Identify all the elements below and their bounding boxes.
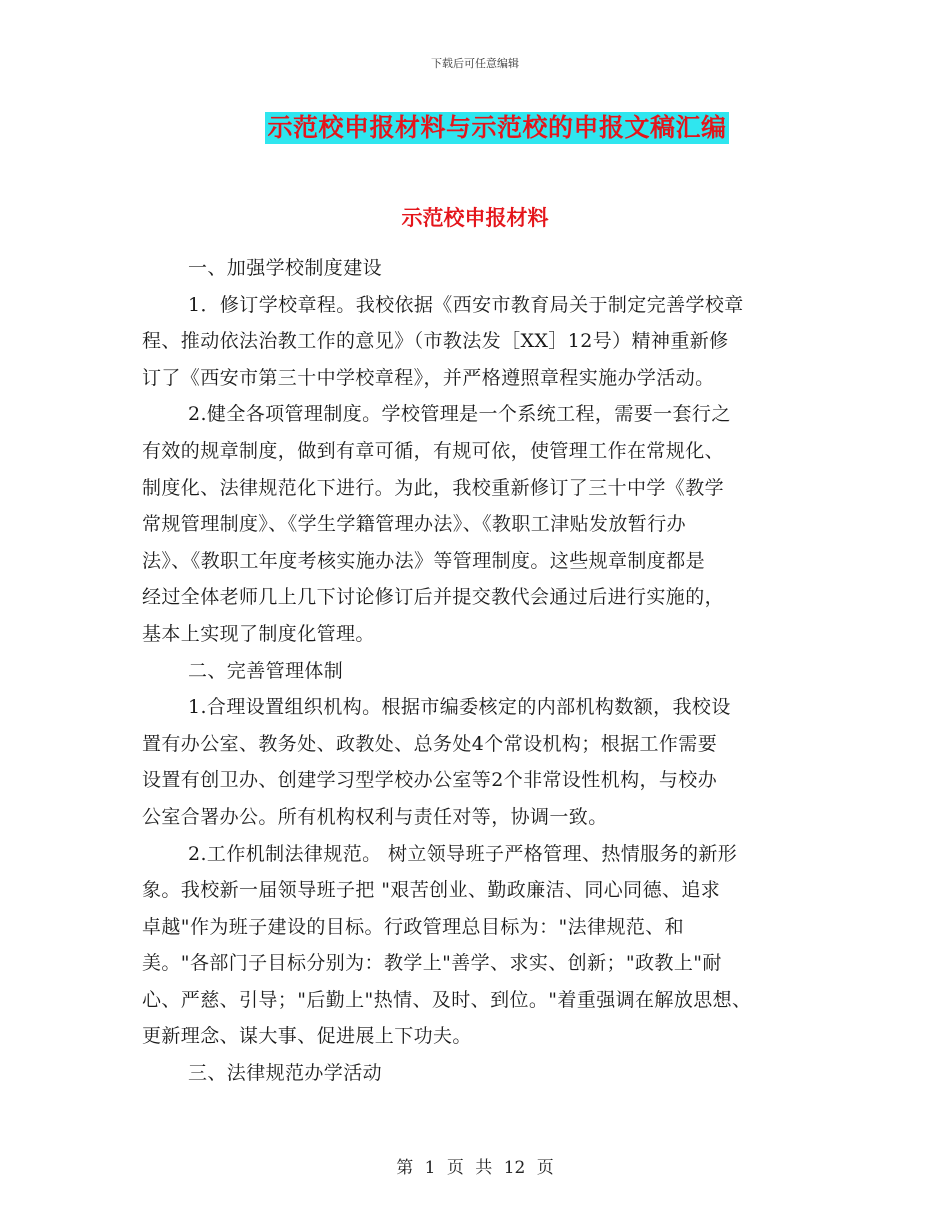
paragraph-line: 象。我校新一届领导班子把 "艰苦创业、勤政廉洁、同心同德、追求 (142, 879, 721, 902)
paragraph-line: 1.合理设置组织机构。根据市编委核定的内部机构数额，我校设 (188, 696, 731, 719)
paragraph-line: 制度化、法律规范化下进行。为此，我校重新修订了三十中学《教学 (142, 476, 725, 499)
paragraph-line: 二、完善管理体制 (188, 659, 344, 682)
paragraph-line: 常规管理制度》、《学生学籍管理办法》、《教职工津贴发放暂行办 (142, 513, 687, 536)
paragraph-line: 美。"各部门子目标分别为：教学上"善学、求实、创新；"政教上"耐 (142, 952, 722, 975)
section-title: 示范校申报材料 (401, 205, 549, 230)
paragraph-line: 2.健全各项管理制度。学校管理是一个系统工程，需要一套行之 (188, 403, 731, 426)
paragraph-line: 有效的规章制度，做到有章可循，有规可依，使管理工作在常规化、 (142, 439, 725, 462)
paragraph-line: 1．修订学校章程。我校依据《西安市教育局关于制定完善学校章 (188, 293, 744, 316)
paragraph-line: 订了《西安市第三十中学校章程》，并严格遵照章程实施办学活动。 (142, 366, 715, 389)
main-title-container (0, 112, 950, 144)
paragraph-line: 法》、《教职工年度考核实施办法》等管理制度。这些规章制度都是 (142, 549, 706, 572)
paragraph-line: 经过全体老师几上几下讨论修订后并提交教代会通过后进行实施的， (142, 586, 725, 609)
page-number: 第 1 页 共 12 页 (396, 1158, 554, 1178)
paragraph-line: 置有办公室、教务处、政教处、总务处4个常设机构；根据工作需要 (142, 732, 718, 755)
paragraph-line: 心、严慈、引导；"后勤上"热情、及时、到位。"着重强调在解放思想、 (142, 988, 752, 1011)
paragraph-line: 公室合署办公。所有机构权利与责任对等，协调一致。 (142, 805, 608, 828)
body-text (142, 250, 822, 1092)
paragraph-line: 三、法律规范办学活动 (188, 1062, 383, 1085)
header-note: 下载后可任意编辑 (431, 57, 519, 70)
paragraph-line: 程、推动依法治教工作的意见》（市教法发［XX］12号）精神重新修 (142, 330, 729, 353)
paragraph-line: 卓越"作为班子建设的目标。行政管理总目标为："法律规范、和 (142, 915, 685, 938)
paragraph-line: 基本上实现了制度化管理。 (142, 622, 375, 645)
paragraph-line: 更新理念、谋大事、促进展上下功夫。 (142, 1025, 472, 1048)
paragraph-line: 2.工作机制法律规范。 树立领导班子严格管理、热情服务的新形 (188, 842, 738, 865)
paragraph-line: 一、加强学校制度建设 (188, 257, 383, 279)
paragraph-line: 设置有创卫办、创建学习型学校办公室等2个非常设性机构，与校办 (142, 769, 718, 792)
main-title: 示范校申报材料与示范校的申报文稿汇编 (267, 113, 727, 142)
